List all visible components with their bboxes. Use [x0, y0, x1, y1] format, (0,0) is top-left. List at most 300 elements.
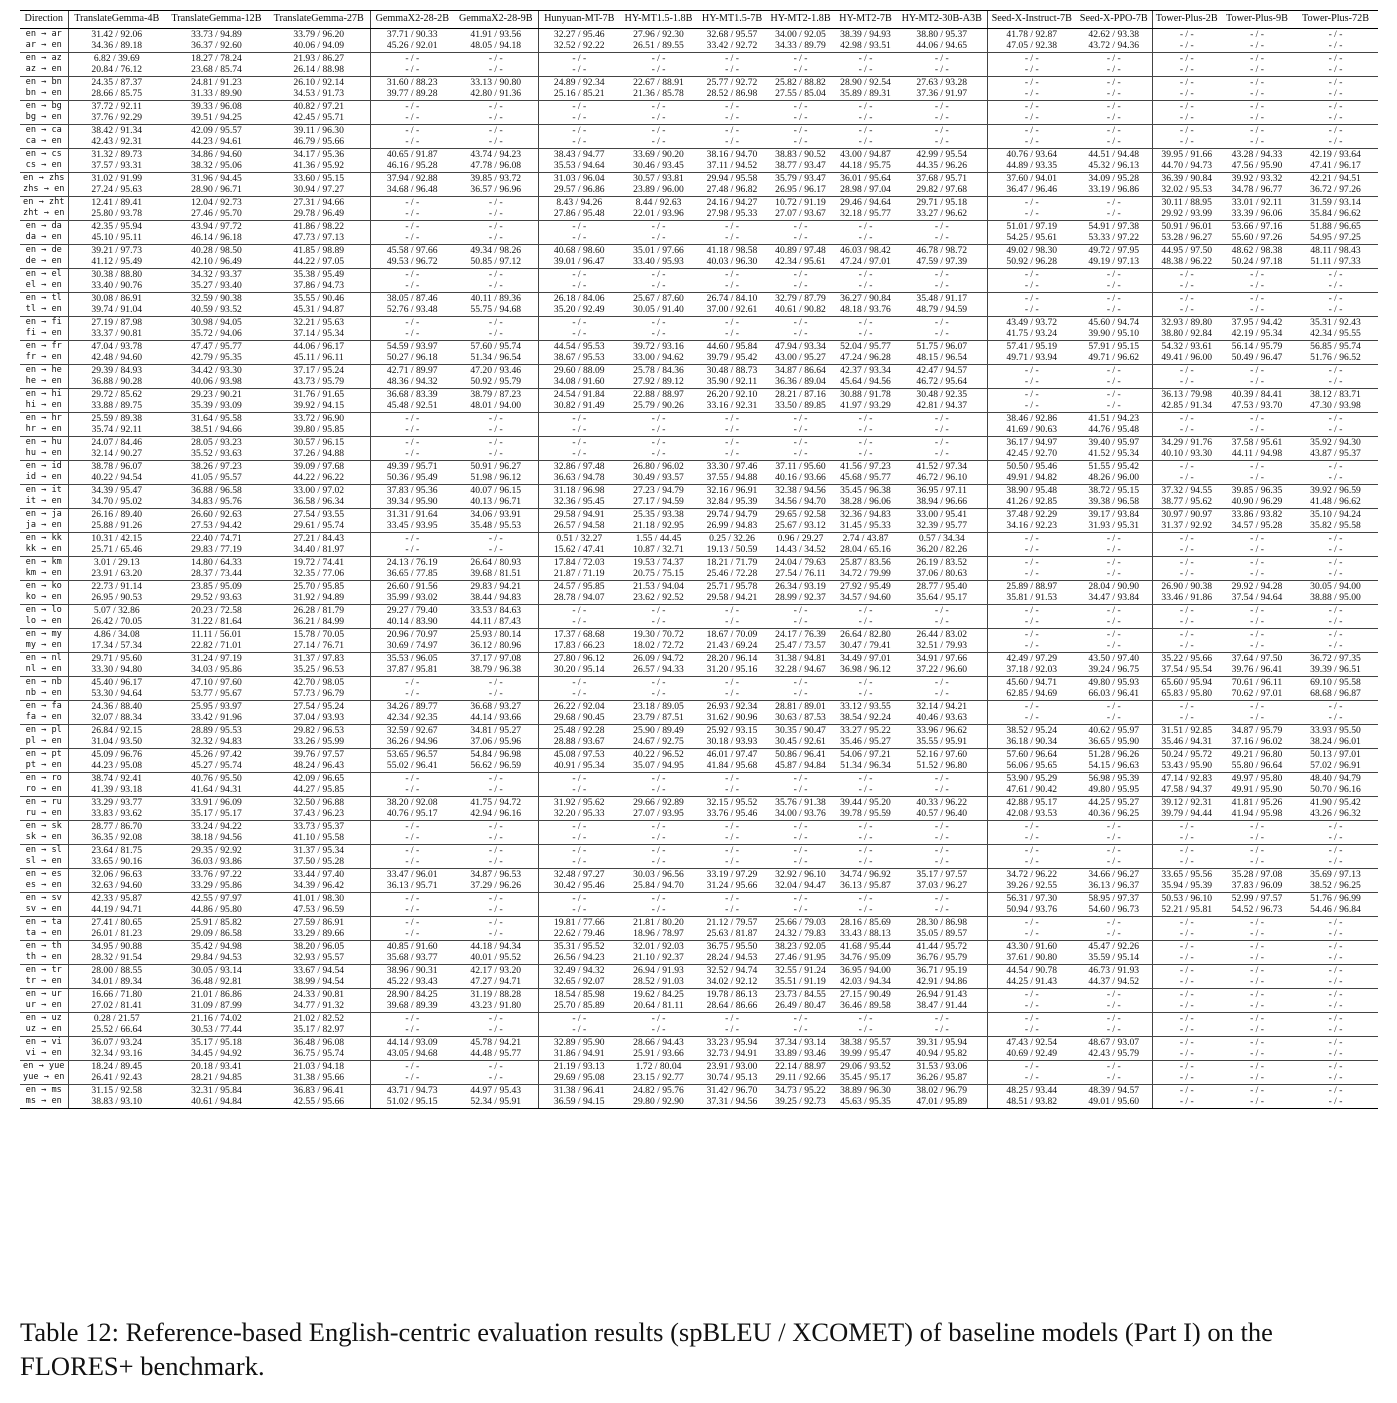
- direction-cell: en → ru: [20, 796, 68, 808]
- score-cell: 34.87 / 86.64: [767, 364, 834, 376]
- direction-cell: km → en: [25, 568, 62, 578]
- score-cell: 39.76 / 96.41: [1231, 664, 1283, 675]
- score-cell: - / -: [1221, 1096, 1293, 1108]
- direction-cell: kk → en: [25, 544, 62, 554]
- score-cell: - / -: [793, 448, 808, 459]
- score-cell: 42.55 / 95.66: [268, 1096, 370, 1108]
- score-cell: 18.67 / 70.09: [697, 628, 767, 640]
- score-cell: - / -: [934, 424, 949, 435]
- score-cell: 28.05 / 93.23: [165, 436, 268, 448]
- score-cell: 49.80 / 95.93: [1076, 676, 1152, 688]
- score-cell: 29.83 / 94.21: [454, 580, 538, 592]
- score-cell: 31.76 / 91.65: [268, 388, 370, 400]
- score-cell: - / -: [620, 100, 697, 112]
- score-cell: 21.93 / 86.27: [268, 52, 370, 64]
- score-cell: 40.85 / 91.60: [370, 940, 454, 952]
- score-cell: 31.22 / 81.64: [191, 616, 242, 627]
- score-cell: - / -: [987, 604, 1076, 616]
- score-cell: - / -: [538, 424, 620, 436]
- score-cell: - / -: [1250, 1072, 1264, 1083]
- score-cell: - / -: [1250, 40, 1264, 51]
- score-cell: 43.72 / 94.36: [1088, 40, 1140, 51]
- score-cell: 29.60 / 88.09: [538, 364, 620, 376]
- score-cell: 37.31 / 94.56: [697, 1096, 767, 1108]
- table-row: [20, 232, 1378, 244]
- score-cell: 29.58 / 94.21: [706, 592, 758, 603]
- score-cell: 47.20 / 93.46: [454, 364, 538, 376]
- score-cell: 46.14 / 96.18: [191, 232, 242, 243]
- score-cell: 22.40 / 74.71: [165, 532, 268, 544]
- score-cell: 36.21 / 84.99: [293, 616, 345, 627]
- score-cell: 44.18 / 94.34: [454, 940, 538, 952]
- score-cell: - / -: [488, 544, 503, 555]
- direction-cell: lo → en: [25, 616, 62, 626]
- score-cell: 39.85 / 96.35: [1221, 484, 1293, 496]
- score-cell: - / -: [697, 268, 767, 280]
- score-cell: 35.31 / 92.43: [1293, 316, 1378, 328]
- score-cell: - / -: [767, 124, 834, 136]
- score-cell: 35.90 / 92.11: [706, 376, 758, 387]
- score-cell: 45.78 / 94.21: [454, 1036, 538, 1048]
- score-cell: 29.83 / 77.19: [191, 544, 242, 555]
- score-cell: - / -: [1106, 112, 1121, 123]
- score-cell: 47.30 / 93.98: [1310, 400, 1361, 411]
- direction-cell: en → fa: [20, 700, 68, 712]
- score-cell: - / -: [858, 424, 873, 435]
- score-cell: 32.86 / 97.48: [538, 460, 620, 472]
- score-cell: - / -: [1293, 460, 1378, 472]
- score-cell: 37.06 / 95.96: [470, 736, 522, 747]
- table-row: [20, 64, 1378, 76]
- score-cell: - / -: [767, 316, 834, 328]
- score-cell: - / -: [1152, 544, 1221, 556]
- table-row: [20, 652, 1378, 664]
- score-cell: 42.03 / 94.34: [840, 976, 891, 987]
- score-cell: 51.75 / 96.07: [897, 340, 987, 352]
- score-cell: 44.35 / 96.26: [916, 160, 968, 171]
- score-cell: 44.48 / 95.77: [470, 1048, 522, 1059]
- score-cell: 26.34 / 93.19: [767, 580, 834, 592]
- score-cell: 38.12 / 83.71: [1293, 388, 1378, 400]
- score-cell: 27.02 / 81.41: [68, 1000, 165, 1012]
- score-cell: 14.43 / 34.52: [775, 544, 826, 555]
- score-cell: 29.27 / 79.40: [370, 604, 454, 616]
- score-cell: 36.72 / 97.35: [1293, 652, 1378, 664]
- score-cell: 38.44 / 94.83: [470, 592, 522, 603]
- score-cell: 46.01 / 97.47: [697, 748, 767, 760]
- direction-cell: hr → en: [25, 424, 62, 434]
- score-cell: 5.07 / 32.86: [68, 604, 165, 616]
- score-cell: 35.72 / 94.06: [191, 328, 242, 339]
- score-cell: - / -: [1328, 952, 1343, 963]
- score-cell: 36.95 / 94.00: [834, 964, 897, 976]
- score-cell: - / -: [370, 820, 454, 832]
- score-cell: 24.81 / 91.23: [165, 76, 268, 88]
- score-cell: 55.60 / 97.26: [1231, 232, 1283, 243]
- score-cell: 45.40 / 96.17: [68, 676, 165, 688]
- score-cell: 38.80 / 95.37: [897, 28, 987, 40]
- score-cell: 38.99 / 94.54: [293, 976, 345, 987]
- score-cell: 47.05 / 92.38: [987, 40, 1076, 52]
- score-cell: 22.82 / 71.01: [191, 640, 242, 651]
- score-cell: - / -: [1106, 376, 1121, 387]
- score-cell: - / -: [1293, 76, 1378, 88]
- score-cell: 35.10 / 94.24: [1293, 508, 1378, 520]
- score-cell: 43.94 / 97.72: [165, 220, 268, 232]
- score-cell: 38.46 / 92.86: [987, 412, 1076, 424]
- score-cell: 36.59 / 94.15: [538, 1096, 620, 1108]
- score-cell: 37.83 / 96.09: [1231, 880, 1283, 891]
- score-cell: - / -: [1250, 544, 1264, 555]
- score-cell: - / -: [987, 1000, 1076, 1012]
- score-cell: - / -: [370, 124, 454, 136]
- direction-cell: vi → en: [25, 1048, 62, 1058]
- score-cell: - / -: [1076, 1060, 1152, 1072]
- score-cell: 33.44 / 97.40: [268, 868, 370, 880]
- score-cell: 40.01 / 95.52: [470, 952, 522, 963]
- score-cell: - / -: [1250, 712, 1264, 723]
- score-cell: - / -: [987, 856, 1076, 868]
- score-cell: 37.87 / 95.81: [370, 664, 454, 676]
- table-row: [20, 1072, 1378, 1084]
- score-cell: 43.00 / 95.27: [775, 352, 826, 363]
- score-cell: 34.29 / 91.76: [1152, 436, 1221, 448]
- direction-cell: en → tl: [20, 292, 68, 304]
- score-cell: 39.26 / 92.55: [987, 880, 1076, 892]
- table-row: [20, 280, 1378, 292]
- table-row: [20, 592, 1378, 604]
- score-cell: - / -: [1221, 76, 1293, 88]
- score-cell: 37.29 / 96.26: [470, 880, 522, 891]
- score-cell: 41.26 / 92.85: [987, 496, 1076, 508]
- score-cell: 53.90 / 95.29: [987, 772, 1076, 784]
- score-cell: 53.65 / 96.57: [370, 748, 454, 760]
- score-cell: - / -: [767, 52, 834, 64]
- score-cell: 44.14 / 93.09: [370, 1036, 454, 1048]
- score-cell: 28.16 / 85.69: [834, 916, 897, 928]
- score-cell: 41.51 / 94.23: [1076, 412, 1152, 424]
- table-row: [20, 436, 1378, 448]
- score-cell: 30.20 / 95.14: [538, 664, 620, 676]
- score-cell: 56.98 / 95.39: [1076, 772, 1152, 784]
- score-cell: 21.81 / 80.20: [620, 916, 697, 928]
- score-cell: - / -: [538, 328, 620, 340]
- score-cell: 33.65 / 90.16: [68, 856, 165, 868]
- score-cell: 47.53 / 93.70: [1231, 400, 1283, 411]
- score-cell: 31.31 / 91.64: [370, 508, 454, 520]
- score-cell: - / -: [987, 88, 1076, 100]
- score-cell: - / -: [488, 64, 503, 75]
- direction-cell: ur → en: [25, 1000, 62, 1010]
- score-cell: 32.06 / 96.63: [68, 868, 165, 880]
- direction-cell: zhs → en: [23, 184, 65, 194]
- score-cell: - / -: [1250, 616, 1264, 627]
- score-cell: - / -: [934, 1024, 949, 1035]
- score-cell: 26.94 / 91.93: [620, 964, 697, 976]
- score-cell: 23.85 / 95.09: [165, 580, 268, 592]
- score-cell: 35.01 / 97.66: [620, 244, 697, 256]
- score-cell: - / -: [793, 424, 808, 435]
- score-cell: - / -: [834, 220, 897, 232]
- score-cell: - / -: [858, 784, 873, 795]
- score-cell: 42.80 / 91.36: [470, 88, 522, 99]
- column-header: Seed-X-Instruct-7B: [987, 11, 1076, 29]
- table-row: [20, 904, 1378, 916]
- score-cell: - / -: [370, 676, 454, 688]
- score-cell: 32.21 / 95.63: [268, 316, 370, 328]
- score-cell: - / -: [1152, 268, 1221, 280]
- score-cell: - / -: [1076, 364, 1152, 376]
- score-cell: 28.30 / 86.98: [897, 916, 987, 928]
- score-cell: 32.48 / 97.27: [538, 868, 620, 880]
- table-row: [20, 1024, 1378, 1036]
- score-cell: - / -: [538, 1012, 620, 1024]
- direction-cell: es → en: [25, 880, 62, 890]
- score-cell: - / -: [987, 136, 1076, 148]
- score-cell: 31.64 / 95.58: [165, 412, 268, 424]
- score-cell: 16.66 / 71.80: [68, 988, 165, 1000]
- score-cell: 45.09 / 96.76: [68, 748, 165, 760]
- score-cell: 23.89 / 96.00: [633, 184, 684, 195]
- score-cell: 19.81 / 77.66: [538, 916, 620, 928]
- score-cell: - / -: [1076, 268, 1152, 280]
- score-cell: 24.67 / 92.75: [633, 736, 684, 747]
- column-header: TranslateGemma-27B: [268, 11, 370, 29]
- score-cell: - / -: [1250, 88, 1264, 99]
- score-cell: 39.21 / 97.73: [68, 244, 165, 256]
- score-cell: 39.92 / 93.32: [1221, 172, 1293, 184]
- score-cell: 30.38 / 88.80: [68, 268, 165, 280]
- score-cell: - / -: [725, 448, 739, 459]
- score-cell: - / -: [987, 700, 1076, 712]
- score-cell: - / -: [1106, 304, 1121, 315]
- score-cell: 28.04 / 90.90: [1076, 580, 1152, 592]
- score-cell: 35.64 / 95.17: [916, 592, 968, 603]
- direction-cell: de → en: [25, 256, 62, 266]
- score-cell: 26.84 / 92.15: [68, 724, 165, 736]
- direction-cell: ca → en: [25, 136, 62, 146]
- score-cell: 29.65 / 92.58: [767, 508, 834, 520]
- score-cell: 32.36 / 94.83: [834, 508, 897, 520]
- score-cell: - / -: [370, 328, 454, 340]
- score-cell: - / -: [370, 1060, 454, 1072]
- score-cell: 34.03 / 95.86: [191, 664, 242, 675]
- score-cell: 36.07 / 93.24: [68, 1036, 165, 1048]
- score-cell: 42.99 / 95.54: [897, 148, 987, 160]
- score-cell: 39.17 / 93.84: [1076, 508, 1152, 520]
- score-cell: 47.94 / 93.34: [767, 340, 834, 352]
- score-cell: 15.62 / 47.41: [538, 544, 620, 556]
- score-cell: - / -: [1328, 712, 1343, 723]
- score-cell: 40.33 / 96.22: [897, 796, 987, 808]
- score-cell: - / -: [1152, 364, 1221, 376]
- score-cell: 54.59 / 93.97: [370, 340, 454, 352]
- score-cell: 44.51 / 94.48: [1076, 148, 1152, 160]
- score-cell: 35.94 / 95.39: [1152, 880, 1221, 892]
- table-row: [20, 604, 1378, 616]
- score-cell: 37.36 / 91.97: [916, 88, 968, 99]
- score-cell: 31.53 / 93.06: [897, 1060, 987, 1072]
- score-cell: - / -: [454, 892, 538, 904]
- score-cell: 8.44 / 92.63: [620, 196, 697, 208]
- score-cell: 32.31 / 95.84: [165, 1084, 268, 1096]
- score-cell: - / -: [897, 1012, 987, 1024]
- score-cell: 30.82 / 91.49: [538, 400, 620, 412]
- score-cell: - / -: [1328, 280, 1343, 291]
- score-cell: 33.88 / 89.75: [68, 400, 165, 412]
- direction-cell: en → lo: [20, 604, 68, 616]
- table-row: [20, 520, 1378, 532]
- score-cell: 30.48 / 88.73: [697, 364, 767, 376]
- score-cell: 28.20 / 96.14: [697, 652, 767, 664]
- score-cell: - / -: [1106, 856, 1121, 867]
- score-cell: - / -: [454, 820, 538, 832]
- score-cell: 41.05 / 95.57: [191, 472, 242, 483]
- score-cell: 48.11 / 98.43: [1293, 244, 1378, 256]
- score-cell: - / -: [987, 208, 1076, 220]
- score-cell: 27.41 / 80.65: [68, 916, 165, 928]
- score-cell: 35.45 / 96.38: [834, 484, 897, 496]
- score-cell: 51.34 / 96.54: [470, 352, 522, 363]
- column-header: Tower-Plus-2B: [1152, 11, 1221, 29]
- score-cell: - / -: [1152, 556, 1221, 568]
- score-cell: 30.88 / 91.78: [834, 388, 897, 400]
- score-cell: 52.16 / 97.60: [897, 748, 987, 760]
- score-cell: 23.91 / 93.00: [697, 1060, 767, 1072]
- score-cell: 33.96 / 96.62: [897, 724, 987, 736]
- direction-cell: el → en: [25, 280, 62, 290]
- score-cell: 21.43 / 69.24: [706, 640, 758, 651]
- score-cell: - / -: [897, 604, 987, 616]
- score-cell: - / -: [1152, 40, 1221, 52]
- score-cell: - / -: [1293, 964, 1378, 976]
- score-cell: 40.90 / 96.29: [1231, 496, 1283, 507]
- score-cell: 44.70 / 94.73: [1152, 160, 1221, 172]
- score-cell: 50.92 / 96.28: [987, 256, 1076, 268]
- score-cell: - / -: [897, 52, 987, 64]
- score-cell: 30.47 / 79.41: [840, 640, 891, 651]
- score-cell: 39.34 / 95.90: [370, 496, 454, 508]
- score-cell: 48.39 / 94.57: [1076, 1084, 1152, 1096]
- score-cell: - / -: [1106, 88, 1121, 99]
- score-cell: 38.28 / 96.06: [840, 496, 891, 507]
- score-cell: 48.01 / 94.00: [470, 400, 522, 411]
- score-cell: - / -: [697, 844, 767, 856]
- table-row: [20, 976, 1378, 988]
- score-cell: 25.46 / 72.28: [706, 568, 758, 579]
- score-cell: 49.91 / 94.82: [987, 472, 1076, 484]
- score-cell: 39.77 / 89.28: [370, 88, 454, 100]
- score-cell: 21.36 / 85.78: [633, 88, 684, 99]
- score-cell: 34.56 / 94.70: [775, 496, 826, 507]
- score-cell: 33.01 / 92.11: [1221, 196, 1293, 208]
- direction-cell: en → ar: [20, 28, 68, 40]
- table-row: [20, 832, 1378, 844]
- direction-cell: en → el: [20, 268, 68, 280]
- score-cell: - / -: [1106, 712, 1121, 723]
- score-cell: 34.68 / 96.48: [370, 184, 454, 196]
- score-cell: 28.81 / 89.01: [767, 700, 834, 712]
- score-cell: 10.72 / 91.19: [767, 196, 834, 208]
- direction-cell: ar → en: [25, 40, 62, 50]
- score-cell: - / -: [1250, 568, 1264, 579]
- score-cell: - / -: [834, 844, 897, 856]
- score-cell: - / -: [1250, 376, 1264, 387]
- score-cell: 46.72 / 95.64: [916, 376, 968, 387]
- score-cell: 34.42 / 93.30: [165, 364, 268, 376]
- score-cell: 39.99 / 95.47: [840, 1048, 891, 1059]
- score-cell: 57.60 / 96.64: [987, 748, 1076, 760]
- score-cell: 26.44 / 83.02: [897, 628, 987, 640]
- score-cell: 35.59 / 95.14: [1088, 952, 1140, 963]
- table-row: [20, 880, 1378, 892]
- score-cell: - / -: [1152, 64, 1221, 76]
- score-cell: - / -: [1106, 64, 1121, 75]
- table-row: [20, 808, 1378, 820]
- direction-cell: en → th: [20, 940, 68, 952]
- score-cell: 50.70 / 96.16: [1310, 784, 1361, 795]
- score-cell: 37.03 / 96.27: [916, 880, 968, 891]
- score-cell: - / -: [1328, 376, 1343, 387]
- score-cell: 49.19 / 97.13: [1088, 256, 1140, 267]
- score-cell: 37.76 / 92.29: [68, 112, 165, 124]
- score-cell: 33.53 / 84.63: [454, 604, 538, 616]
- table-row: [20, 364, 1378, 376]
- score-cell: 34.39 / 95.47: [68, 484, 165, 496]
- direction-cell: en → es: [20, 868, 68, 880]
- score-cell: 34.57 / 94.60: [840, 592, 891, 603]
- score-cell: 33.19 / 96.86: [1088, 184, 1140, 195]
- score-cell: 33.00 / 94.62: [633, 352, 684, 363]
- score-cell: 39.85 / 93.72: [454, 172, 538, 184]
- score-cell: 32.55 / 91.24: [767, 964, 834, 976]
- score-cell: 36.18 / 90.34: [987, 736, 1076, 748]
- score-cell: - / -: [858, 136, 873, 147]
- score-cell: - / -: [1293, 1012, 1378, 1024]
- score-cell: 32.92 / 96.10: [767, 868, 834, 880]
- score-cell: 24.32 / 79.83: [775, 928, 826, 939]
- score-cell: 53.33 / 97.22: [1088, 232, 1140, 243]
- score-cell: 32.18 / 95.77: [840, 208, 891, 219]
- score-cell: 50.50 / 95.46: [987, 460, 1076, 472]
- score-cell: 47.24 / 96.28: [840, 352, 891, 363]
- score-cell: - / -: [1250, 856, 1264, 867]
- score-cell: 37.14 / 95.34: [293, 328, 345, 339]
- score-cell: - / -: [934, 688, 949, 699]
- score-cell: 44.11 / 94.98: [1231, 448, 1283, 459]
- direction-cell: tr → en: [25, 976, 62, 986]
- score-cell: - / -: [934, 136, 949, 147]
- score-cell: 37.04 / 93.93: [293, 712, 345, 723]
- score-cell: 29.68 / 90.45: [538, 712, 620, 724]
- score-cell: 44.95 / 97.50: [1152, 244, 1221, 256]
- score-cell: - / -: [1076, 844, 1152, 856]
- score-cell: - / -: [1221, 1084, 1293, 1096]
- score-cell: 50.27 / 96.18: [370, 352, 454, 364]
- direction-cell: it → en: [25, 496, 62, 506]
- score-cell: 41.75 / 94.72: [454, 796, 538, 808]
- score-cell: - / -: [697, 100, 767, 112]
- score-cell: 27.55 / 85.04: [775, 88, 826, 99]
- score-cell: 32.27 / 95.46: [538, 28, 620, 40]
- score-cell: 28.98 / 97.04: [840, 184, 891, 195]
- score-cell: - / -: [1152, 604, 1221, 616]
- score-cell: 39.33 / 96.08: [165, 100, 268, 112]
- score-cell: - / -: [793, 1024, 808, 1035]
- score-cell: 46.72 / 96.10: [916, 472, 968, 483]
- score-cell: - / -: [1152, 964, 1221, 976]
- score-cell: 33.73 / 94.89: [165, 28, 268, 40]
